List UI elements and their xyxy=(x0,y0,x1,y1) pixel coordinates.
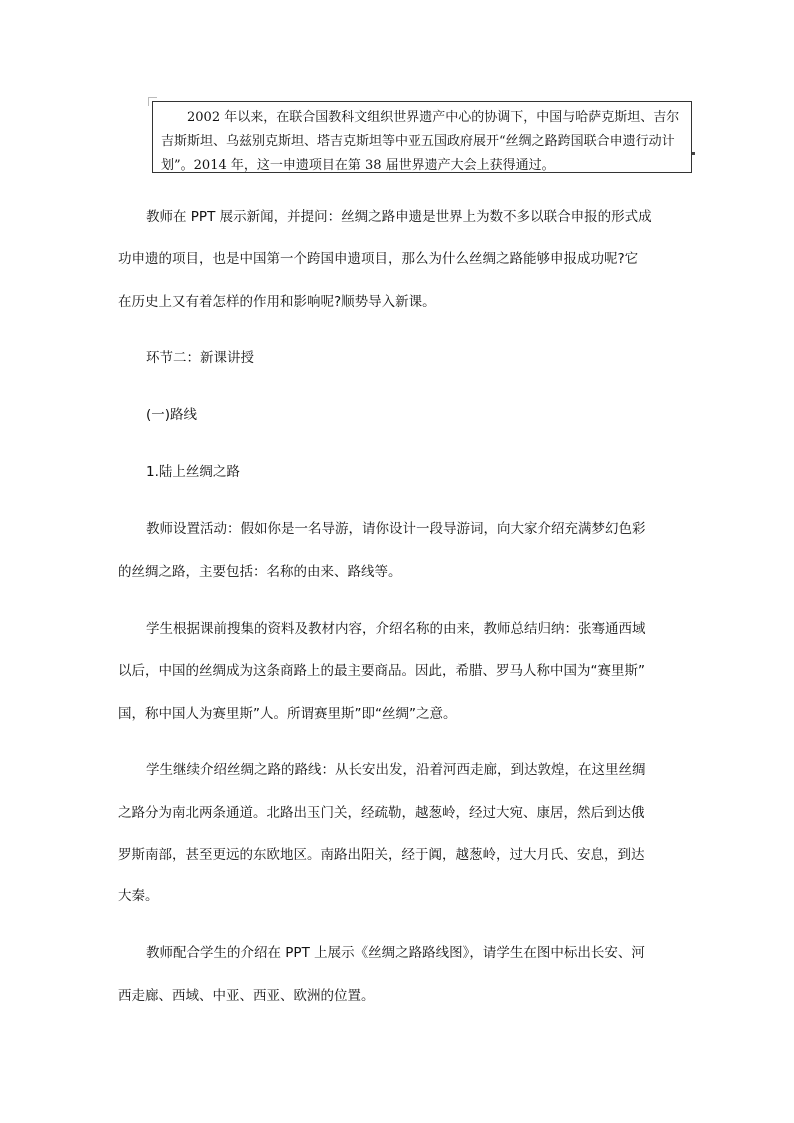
news-callout-box xyxy=(152,101,692,173)
paragraph-line: 之路分为南北两条通道。北路出玉门关，经疏勒，越葱岭，经过大宛、康居，然后到达俄 xyxy=(118,805,645,821)
paragraph-line: 西走廊、西域、中亚、西亚、欧洲的位置。 xyxy=(118,988,375,1004)
paragraph-line: 罗斯南部，甚至更远的东欧地区。南路出阳关，经于阗，越葱岭，过大月氏、安息，到达 xyxy=(118,847,645,863)
margin-tick xyxy=(692,152,695,155)
paragraph-line: 教师配合学生的介绍在 PPT 上展示《丝绸之路路线图》，请学生在图中标出长安、河 xyxy=(146,945,645,961)
document-page: 2002 年以来，在联合国教科文组织世界遗产中心的协调下，中国与哈萨克斯坦、吉尔吉斯斯坦、乌兹别克斯坦、塔吉克斯坦等中亚五国政府展开“丝绸之路跨国联合申遗行动计划”。2014 年，这一申遗项目在第 38 届世界遗产大会上获得通过。 教师在 PPT 展示新闻，并提问：丝绸之路申遗是世界上为数不多以联合申报的形式成 功申遗的项目，也是中国第一个跨国申遗项目，那么为什么丝绸之路能够申报成功呢?它 在历史上又有着怎样的作用和影响呢?顺势导入新课。 环节二：新课讲授 (一)路线 1.陆上丝绸之路 教师设置活动：假如你是一名导游，请你设计一段导游词，向大家介绍充满梦幻色彩 的丝绸之路，主要包括：名称的由来、路线等。 学生根据课前搜集的资料及教材内容，介绍名称的由来，教师总结归纳：张骞通西域 以后，中国的丝绸成为这条商路上的最主要商品。因此，希腊、罗马人称中国为“赛里斯” 国，称中国人为赛里斯”人。所谓赛里斯”即“丝绸”之意。 学生继续介绍丝绸之路的路线：从长安出发，沿着河西走廊，到达敦煌，在这里丝绸 之路分为南北两条通道。北路出玉门关，经疏勒，越葱岭，经过大宛、康居，然后到达俄 罗斯南部，甚至更远的东欧地区。南路出阳关，经于阗，越葱岭，过大月氏、安息，到达 大秦。 教师配合学生的介绍在 PPT 上展示《丝绸之路路线图》，请学生在图中标出长安、河 西走廊、西域、中亚、西亚、欧洲的位置。 xyxy=(0,0,794,1123)
paragraph-line: 学生根据课前搜集的资料及教材内容，介绍名称的由来，教师总结归纳：张骞通西域 xyxy=(146,621,646,637)
paragraph-line: 教师设置活动：假如你是一名导游，请你设计一段导游词，向大家介绍充满梦幻色彩 xyxy=(146,521,646,537)
paragraph-line: 以后，中国的丝绸成为这条商路上的最主要商品。因此，希腊、罗马人称中国为“赛里斯” xyxy=(118,663,645,679)
paragraph-line: 学生继续介绍丝绸之路的路线：从长安出发，沿着河西走廊，到达敦煌，在这里丝绸 xyxy=(146,762,646,778)
news-callout-text: 2002 年以来，在联合国教科文组织世界遗产中心的协调下，中国与哈萨克斯坦、吉尔吉斯斯坦、乌兹别克斯坦、塔吉克斯坦等中亚五国政府展开“丝绸之路跨国联合申遗行动计划”。2014 年，这一申遗项目在第 38 届世界遗产大会上获得通过。 xyxy=(161,110,680,173)
paragraph-line: 的丝绸之路，主要包括：名称的由来、路线等。 xyxy=(118,564,402,580)
paragraph-line: 国，称中国人为赛里斯”人。所谓赛里斯”即“丝绸”之意。 xyxy=(118,706,457,722)
paragraph-line: 在历史上又有着怎样的作用和影响呢?顺势导入新课。 xyxy=(118,294,436,310)
paragraph-line: 大秦。 xyxy=(118,888,159,904)
paragraph-line: 教师在 PPT 展示新闻，并提问：丝绸之路申遗是世界上为数不多以联合申报的形式成 xyxy=(146,209,652,225)
paragraph-line: 功申遗的项目，也是中国第一个跨国申遗项目，那么为什么丝绸之路能够申报成功呢?它 xyxy=(118,251,639,267)
